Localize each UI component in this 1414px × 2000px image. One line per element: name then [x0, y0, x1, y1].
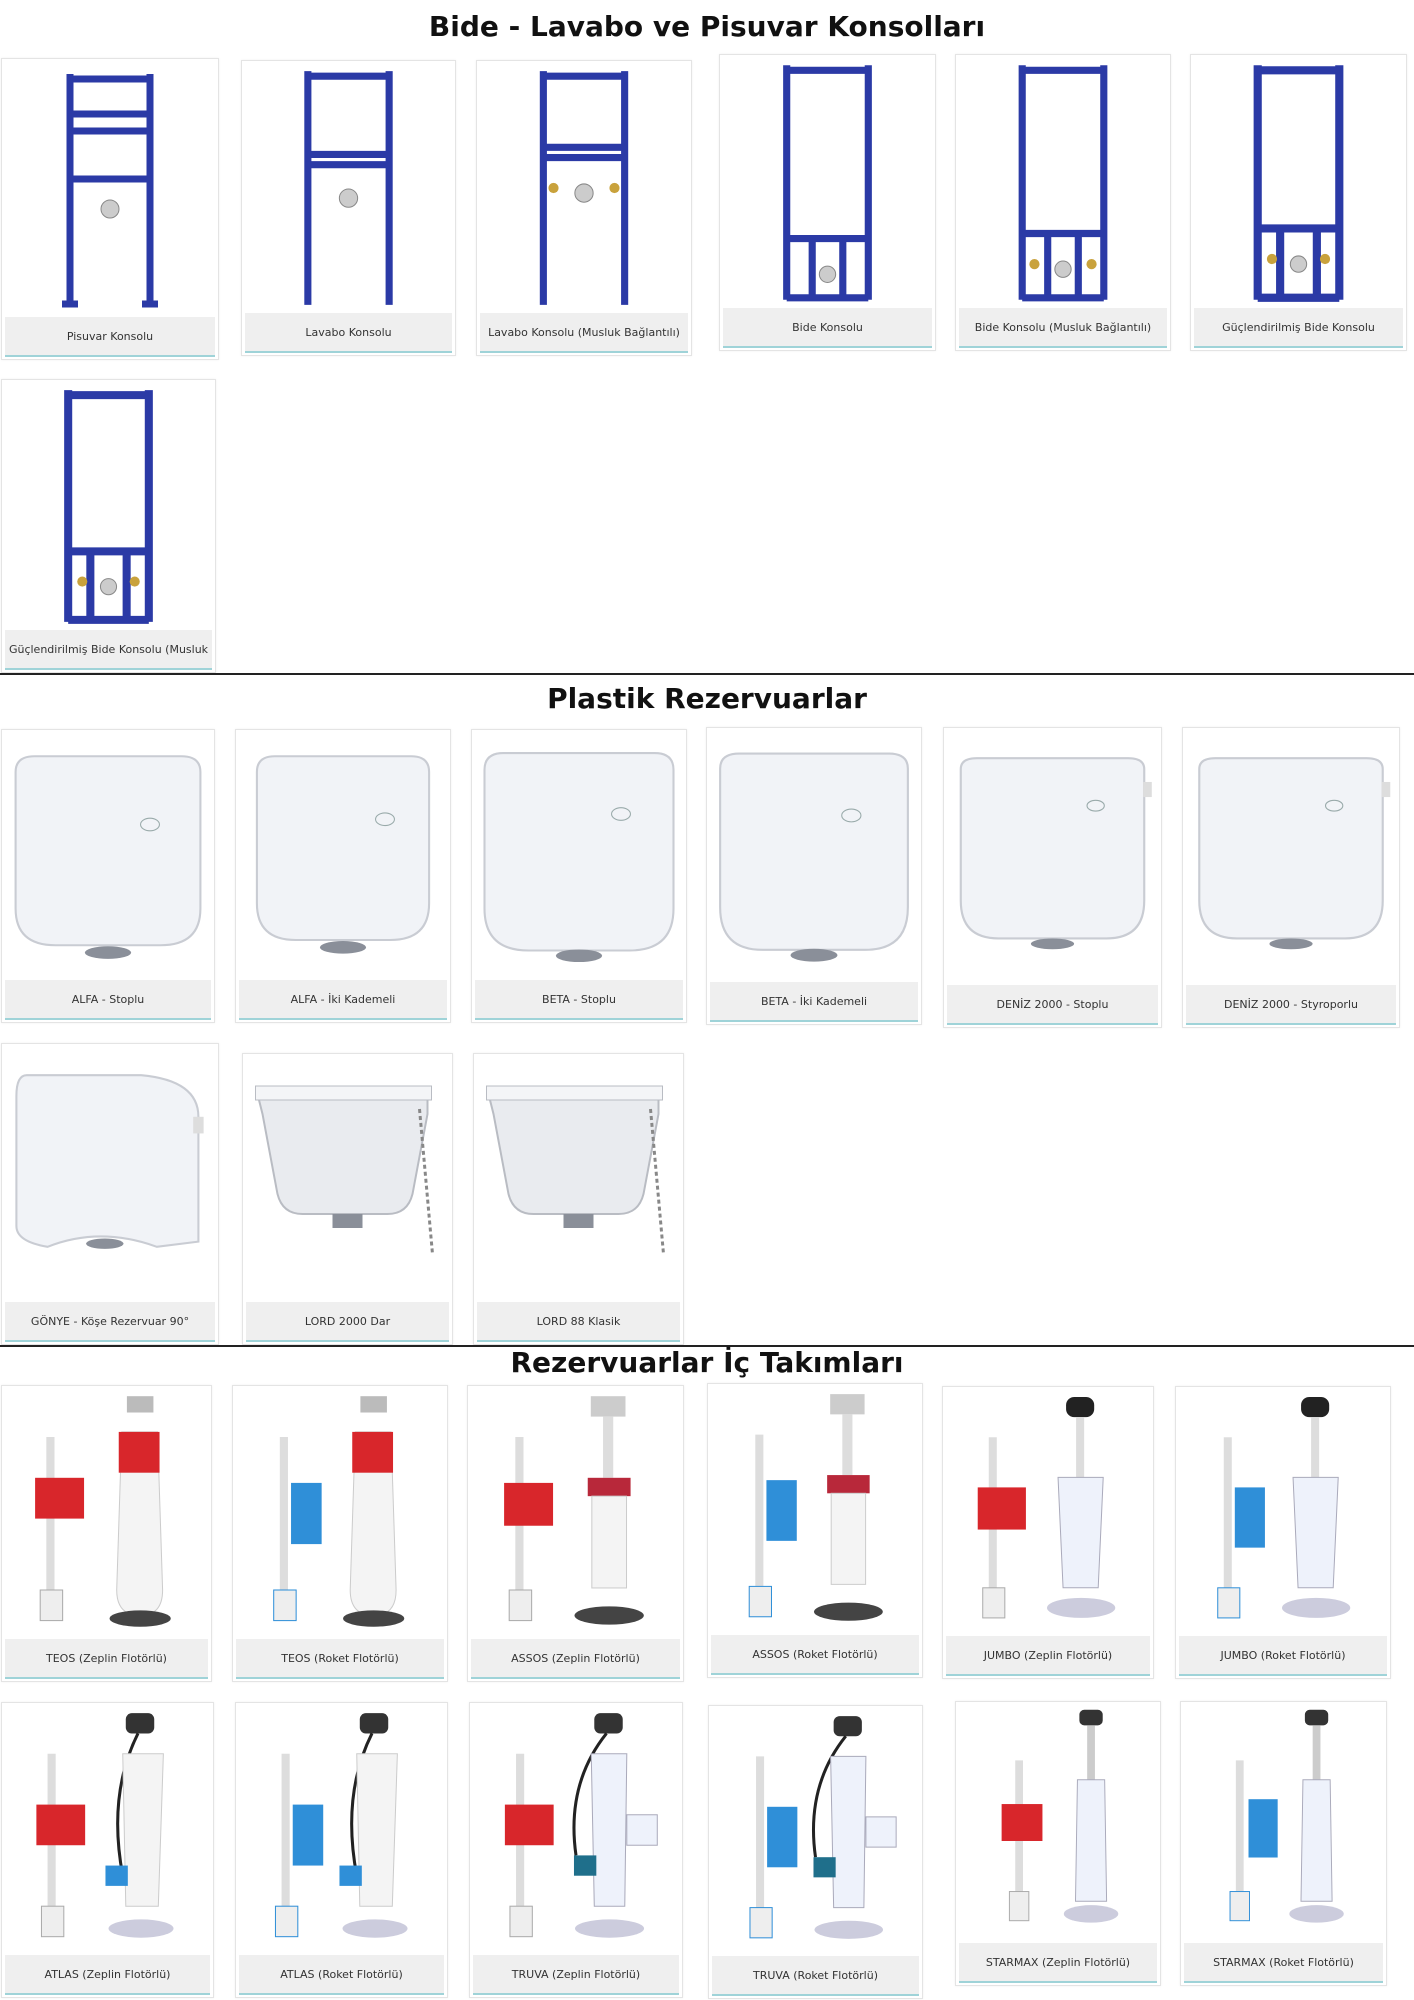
flush-valve-red-float-icon: [468, 1386, 683, 1641]
product-label: ASSOS (Roket Flotörlü): [711, 1635, 919, 1675]
flush-valve-red-float-icon: [956, 1702, 1160, 1945]
product-card[interactable]: [1, 1702, 214, 1998]
product-label: JUMBO (Roket Flotörlü): [1179, 1636, 1387, 1676]
product-label: ATLAS (Roket Flotörlü): [239, 1955, 444, 1995]
product-card[interactable]: [467, 1385, 684, 1682]
product-label: TRUVA (Roket Flotörlü): [712, 1956, 919, 1996]
product-card[interactable]: [235, 1702, 448, 1998]
product-card[interactable]: [471, 729, 687, 1023]
urinal-frame-icon: [2, 59, 218, 319]
product-card[interactable]: [476, 60, 692, 356]
product-card[interactable]: [232, 1385, 448, 1682]
product-card[interactable]: [241, 60, 456, 356]
cistern-icon: [707, 728, 921, 984]
section-divider: [0, 673, 1414, 675]
product-card[interactable]: [1180, 1701, 1387, 1986]
product-card[interactable]: [1175, 1386, 1391, 1679]
product-label: JUMBO (Zeplin Flotörlü): [946, 1636, 1150, 1676]
product-label: Bide Konsolu: [723, 308, 932, 348]
product-label: Bide Konsolu (Musluk Bağlantılı): [959, 308, 1167, 348]
flush-valve-red-float-icon: [2, 1703, 213, 1957]
flush-valve-red-float-icon: [2, 1386, 211, 1641]
flush-valve-blue-float-icon: [1181, 1702, 1386, 1945]
flush-valve-blue-float-icon: [709, 1706, 922, 1958]
cistern-icon: [2, 730, 214, 982]
product-label: ALFA - İki Kademeli: [239, 980, 447, 1020]
product-card[interactable]: [1, 58, 219, 360]
product-label: DENİZ 2000 - Stoplu: [947, 985, 1158, 1025]
product-card[interactable]: [719, 54, 936, 351]
product-card[interactable]: [707, 1383, 923, 1678]
flush-valve-red-float-icon: [470, 1703, 682, 1957]
section-title-fittings: Rezervuarlar İç Takımları: [510, 1346, 904, 1379]
product-card[interactable]: [1, 1043, 219, 1345]
product-card[interactable]: [473, 1053, 684, 1345]
product-label: GÖNYE - Köşe Rezervuar 90°: [5, 1302, 215, 1342]
product-card[interactable]: [1, 729, 215, 1023]
product-card[interactable]: [469, 1702, 683, 1998]
product-card[interactable]: [1, 1385, 212, 1682]
product-card[interactable]: [706, 727, 922, 1025]
cistern-icon: [1183, 728, 1399, 987]
product-card[interactable]: [955, 1701, 1161, 1986]
high-cistern-chain-icon: [243, 1054, 452, 1304]
product-card[interactable]: [955, 54, 1171, 351]
section-title-consoles: Bide - Lavabo ve Pisuvar Konsolları: [428, 10, 986, 43]
washbasin-frame-fitting-icon: [477, 61, 691, 315]
cistern-icon: [472, 730, 686, 982]
product-label: STARMAX (Roket Flotörlü): [1184, 1943, 1383, 1983]
product-label: Pisuvar Konsolu: [5, 317, 215, 357]
washbasin-frame-icon: [242, 61, 455, 315]
flush-valve-blue-float-icon: [233, 1386, 447, 1641]
product-card[interactable]: [1182, 727, 1400, 1028]
product-label: Lavabo Konsolu: [245, 313, 452, 353]
product-card[interactable]: [242, 1053, 453, 1345]
corner-cistern-icon: [2, 1044, 218, 1304]
product-card[interactable]: [1, 379, 216, 673]
flush-valve-blue-float-icon: [236, 1703, 447, 1957]
product-label: TEOS (Roket Flotörlü): [236, 1639, 444, 1679]
product-card[interactable]: [942, 1386, 1154, 1679]
product-label: Lavabo Konsolu (Musluk Bağlantılı): [480, 313, 688, 353]
bidet-frame-icon: [720, 55, 935, 310]
reinforced-bidet-frame-icon: [1191, 55, 1406, 310]
cistern-icon: [944, 728, 1161, 987]
product-label: TEOS (Zeplin Flotörlü): [5, 1639, 208, 1679]
product-label: ASSOS (Zeplin Flotörlü): [471, 1639, 680, 1679]
flush-valve-blue-float-icon: [708, 1384, 922, 1637]
product-label: Güçlendirilmiş Bide Konsolu: [1194, 308, 1403, 348]
reinforced-bidet-frame-fitting-icon: [2, 380, 215, 632]
high-cistern-chain-icon: [474, 1054, 683, 1304]
product-card[interactable]: [943, 727, 1162, 1028]
product-label: STARMAX (Zeplin Flotörlü): [959, 1943, 1157, 1983]
product-label: LORD 2000 Dar: [246, 1302, 449, 1342]
product-label: Güçlendirilmiş Bide Konsolu (Musluk: [5, 630, 212, 670]
bidet-frame-fitting-icon: [956, 55, 1170, 310]
product-label: BETA - İki Kademeli: [710, 982, 918, 1022]
product-label: ALFA - Stoplu: [5, 980, 211, 1020]
flush-valve-blue-float-icon: [1176, 1387, 1390, 1638]
product-label: ATLAS (Zeplin Flotörlü): [5, 1955, 210, 1995]
product-card[interactable]: [235, 729, 451, 1023]
section-title-cisterns: Plastik Rezervuarlar: [547, 682, 867, 715]
cistern-icon: [236, 730, 450, 982]
product-label: TRUVA (Zeplin Flotörlü): [473, 1955, 679, 1995]
product-label: DENİZ 2000 - Styroporlu: [1186, 985, 1396, 1025]
flush-valve-red-float-icon: [943, 1387, 1153, 1638]
product-card[interactable]: [708, 1705, 923, 1999]
product-card[interactable]: [1190, 54, 1407, 351]
product-label: LORD 88 Klasik: [477, 1302, 680, 1342]
product-label: BETA - Stoplu: [475, 980, 683, 1020]
